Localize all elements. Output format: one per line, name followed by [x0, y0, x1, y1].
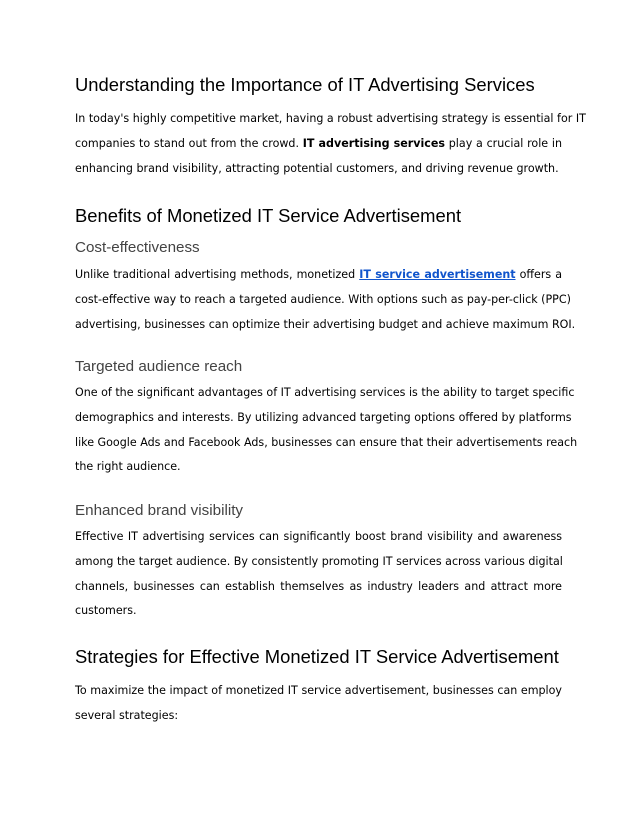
paragraph-line: the right audience. [75, 460, 181, 474]
subheading-cost-effectiveness: Cost-effectiveness [75, 239, 200, 256]
text-run: play a crucial role in [448, 136, 562, 150]
paragraph-line: advertising, businesses can optimize their advertising budget and achieve maximum ROI. [75, 317, 576, 331]
text-run: offers a [519, 268, 563, 281]
paragraph-line: enhancing brand visibility, attracting potential customers, and driving revenue growth. [75, 161, 559, 175]
paragraph-line [75, 263, 562, 288]
paragraph-line: demographics and interests. By utilizing advanced targeting options offered by platforms [75, 410, 572, 424]
paragraph-line: In today's highly competitive market, having a robust advertising strategy is essential for IT [75, 112, 586, 125]
paragraph-strategies [75, 679, 562, 729]
it-service-advertisement-link[interactable]: IT service advertisement [359, 268, 516, 281]
section-heading-strategies: Strategies for Effective Monetized IT Service Advertisement [75, 646, 559, 667]
text-run: Unlike traditional advertising methods, monetized [75, 268, 356, 281]
text-run: companies to stand out from the crowd. [75, 136, 299, 150]
paragraph-line: channels, businesses can establish themselves as industry leaders and attract more [75, 579, 562, 593]
paragraph-targeted-audience [75, 381, 578, 480]
bold-keyword: IT advertising services [302, 136, 445, 150]
paragraph-line: several strategies: [75, 708, 179, 722]
section-heading-benefits: Benefits of Monetized IT Service Advertisement [75, 205, 462, 226]
paragraph-line: Effective IT advertising services can significantly boost brand visibility and awareness [75, 530, 562, 543]
paragraph-line: among the target audience. By consistently promoting IT services across various digital [75, 554, 563, 568]
section-heading-importance: Understanding the Importance of IT Advertising Services [75, 74, 535, 95]
paragraph-line: customers. [75, 604, 137, 618]
paragraph-line: like Google Ads and Facebook Ads, businesses can ensure that their advertisements reach [75, 435, 578, 449]
paragraph-importance [75, 107, 586, 181]
subheading-brand-visibility: Enhanced brand visibility [75, 502, 244, 519]
paragraph-brand-visibility [75, 525, 562, 624]
paragraph-line: One of the significant advantages of IT advertising services is the ability to target specific [75, 386, 575, 399]
paragraph-line: To maximize the impact of monetized IT service advertisement, businesses can employ [75, 684, 562, 697]
paragraph-line [75, 132, 562, 157]
paragraph-cost-effectiveness [75, 263, 576, 337]
subheading-targeted-audience: Targeted audience reach [75, 358, 243, 375]
paragraph-line: cost-effective way to reach a targeted audience. With options such as pay-per-click (PPC) [75, 292, 571, 306]
